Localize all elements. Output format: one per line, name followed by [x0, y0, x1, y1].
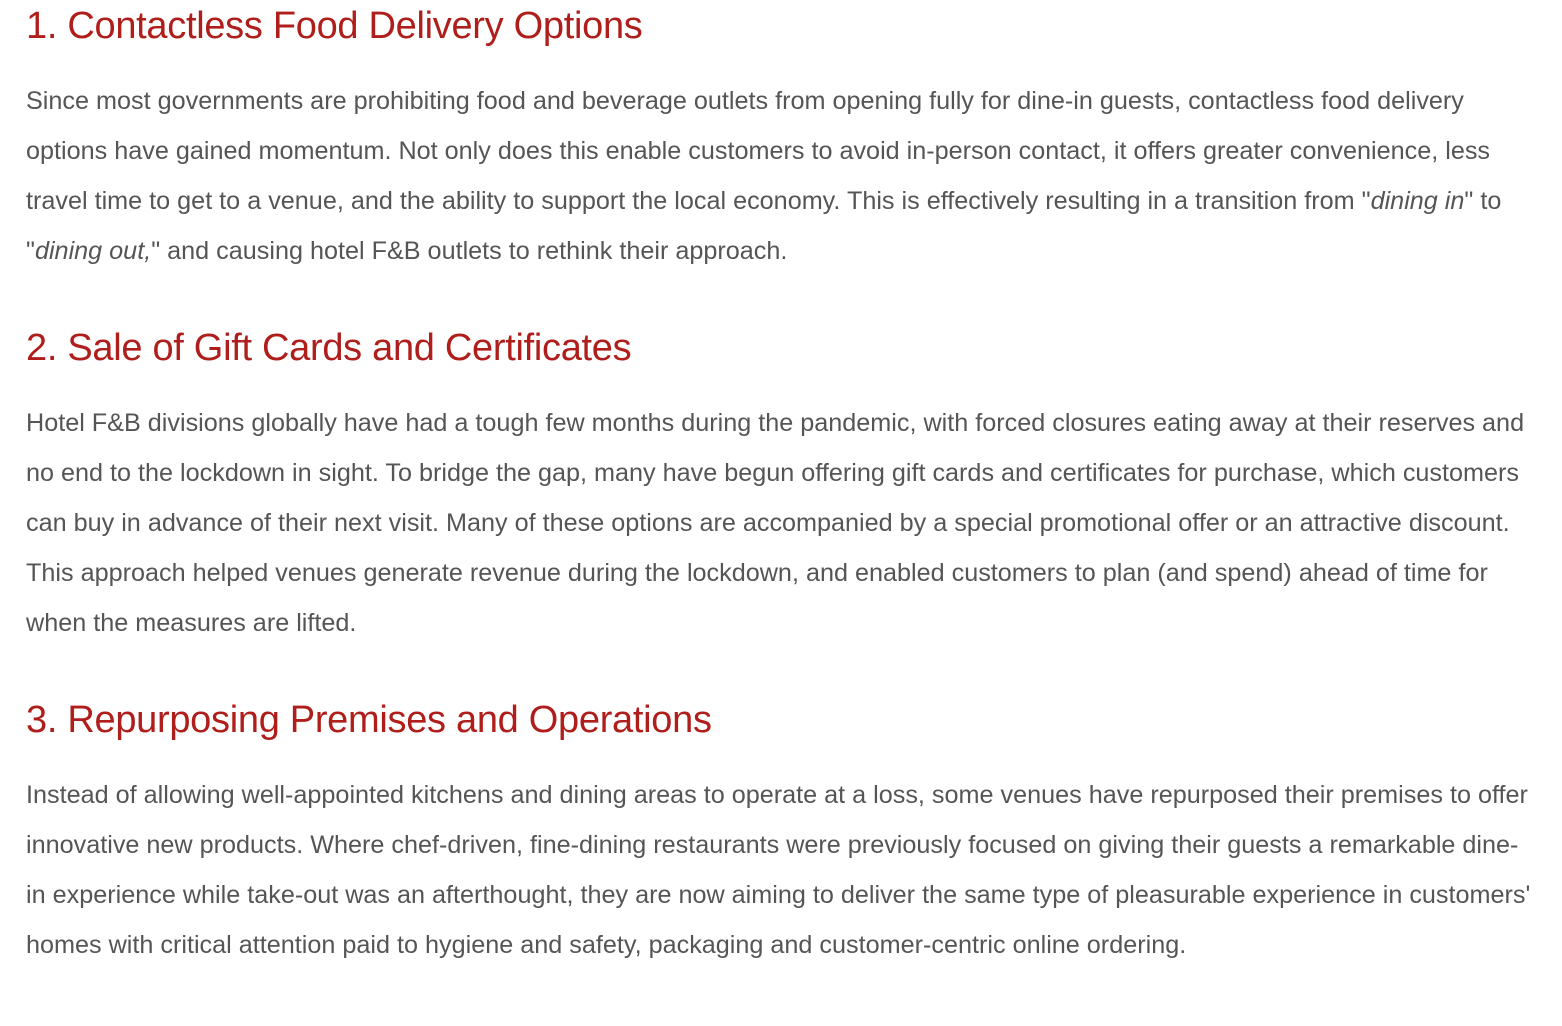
- article-content: [26, 0, 1536, 970]
- section-body-contactless-delivery: [26, 76, 1536, 276]
- emphasis-dining-in: dining in: [1370, 187, 1465, 215]
- section-body-repurposing-premises: Instead of allowing well-appointed kitchens and dining areas to operate at a loss, some venues have repurposed their premises to offer innovative new products. Where chef-driven, fine-dining restaurants were previously focused on giving their guests a remarkable dine-in experience while take-out was an afterthought, they are now aiming to deliver the same type of pleasurable experience in customers' homes with critical attention paid to hygiene and safety, packaging and customer-centric online ordering.: [26, 781, 1531, 959]
- body-text-segment: " to ": [26, 187, 1502, 265]
- section-heading-gift-cards: 2. Sale of Gift Cards and Certificates: [26, 327, 632, 369]
- emphasis-dining-out: dining out,: [34, 237, 152, 265]
- body-text-segment: " and causing hotel F&B outlets to rethink their approach.: [151, 237, 788, 265]
- section-heading-repurposing-premises: 3. Repurposing Premises and Operations: [26, 699, 712, 741]
- section-body-gift-cards: Hotel F&B divisions globally have had a tough few months during the pandemic, with forced closures eating away at their reserves and no end to the lockdown in sight. To bridge the gap, many have begun offering gift cards and certificates for purchase, which customers can buy in advance of their next visit. Many of these options are accompanied by a special promotional offer or an attractive discount. This approach helped venues generate revenue during the lockdown, and enabled customers to plan (and spend) ahead of time for when the measures are lifted.: [26, 409, 1525, 637]
- section-heading-contactless-delivery: 1. Contactless Food Delivery Options: [26, 5, 643, 47]
- body-text-segment: Since most governments are prohibiting food and beverage outlets from opening fully for dine-in guests, contactless food delivery options have gained momentum. Not only does this enable customers to avoid in-person contact, it offers greater convenience, less travel time to get to a venue, and the ability to support the local economy. This is effectively resulting in a transition from ": [26, 87, 1491, 215]
